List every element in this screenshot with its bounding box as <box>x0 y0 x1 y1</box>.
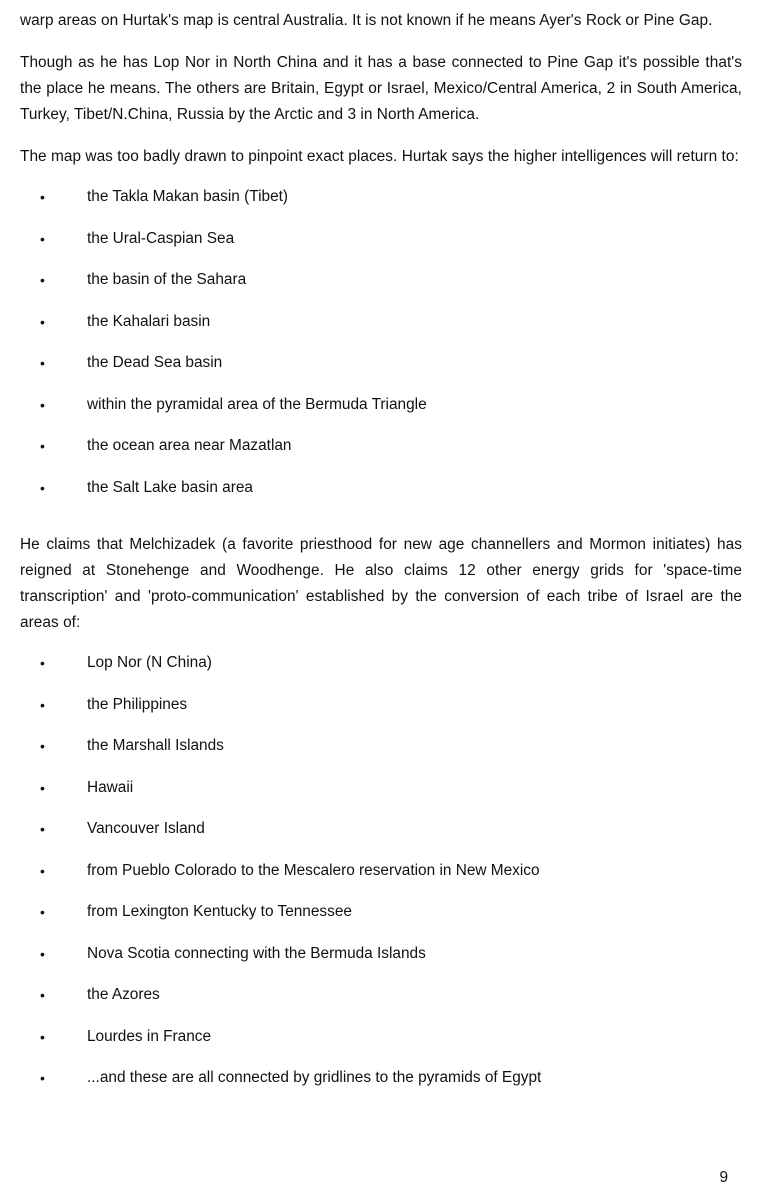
bullet-icon: • <box>40 655 45 671</box>
list-item <box>20 394 742 436</box>
list-item <box>20 435 742 477</box>
list-item-text: the Azores <box>87 986 160 1003</box>
document-page <box>20 8 742 1123</box>
bullet-icon: • <box>40 779 45 796</box>
bullet-icon: • <box>40 272 45 288</box>
paragraph-lop-nor: Though as he has Lop Nor in North China and it has a base connected to Pine Gap it's possible that's the place he means. The others are Britain, Egypt or Israel, Mexico/Central America, 2 in South America, Turkey, Tibet/N.China, Russia by the Arctic and 3 in North America. <box>20 54 742 123</box>
list-item <box>20 1067 742 1109</box>
list-item <box>20 984 742 1026</box>
list-item <box>20 352 742 394</box>
list-item-text: the Takla Makan basin (Tibet) <box>87 188 289 205</box>
list-item <box>20 694 742 736</box>
paragraph-warp-areas: warp areas on Hurtak's map is central Australia. It is not known if he means Ayer's Rock or Pine Gap. <box>20 12 713 29</box>
bullet-icon: • <box>40 862 45 879</box>
list-item <box>20 477 742 519</box>
bullet-icon: • <box>40 904 45 920</box>
bullet-icon: • <box>40 479 45 496</box>
bullet-icon: • <box>40 438 45 454</box>
bullet-icon: • <box>40 821 45 837</box>
list-item-text: Vancouver Island <box>87 820 205 837</box>
list-item-text: ...and these are all connected by gridlines to the pyramids of Egypt <box>87 1069 542 1086</box>
list-item <box>20 652 742 694</box>
list-item <box>20 311 742 353</box>
bullet-icon: • <box>40 738 45 754</box>
list-item <box>20 1026 742 1068</box>
list-item-text: within the pyramidal area of the Bermuda Triangle <box>87 395 427 413</box>
list-item <box>20 186 742 228</box>
list-item-text: the Philippines <box>87 695 188 713</box>
bullet-icon: • <box>40 189 45 205</box>
bullet-icon: • <box>40 696 45 713</box>
list-item-text: the Salt Lake basin area <box>87 478 253 496</box>
list-item <box>20 735 742 777</box>
list-item-text: from Pueblo Colorado to the Mescalero reservation in New Mexico <box>87 861 540 879</box>
bullet-icon: • <box>40 945 45 962</box>
bullet-icon: • <box>40 987 45 1003</box>
list-item-text: the basin of the Sahara <box>87 271 247 288</box>
bullet-icon: • <box>40 313 45 330</box>
bullet-icon: • <box>40 1070 45 1086</box>
bullet-icon: • <box>40 355 45 371</box>
list-item <box>20 901 742 943</box>
list-item <box>20 860 742 902</box>
list-item <box>20 228 742 270</box>
list-item <box>20 818 742 860</box>
bullet-icon: • <box>40 1028 45 1045</box>
energy-grids-list <box>20 652 742 1109</box>
paragraph-map-return: The map was too badly drawn to pinpoint exact places. Hurtak says the higher intelligences will return to: <box>20 148 739 165</box>
list-item <box>20 777 742 819</box>
list-item-text: the Ural-Caspian Sea <box>87 229 235 247</box>
list-item-text: Lourdes in France <box>87 1027 212 1045</box>
paragraph-melchizadek: He claims that Melchizadek (a favorite priesthood for new age channellers and Mormon initiates) has reigned at Stonehenge and Woodhenge. He also claims 12 other energy grids for 'space-time transcription' and 'proto-communication' established by the conversion of each tribe of Israel are the areas of: <box>20 536 742 631</box>
bullet-icon: • <box>40 230 45 247</box>
list-item-text: Nova Scotia connecting with the Bermuda Islands <box>87 944 426 962</box>
list-item-text: the Marshall Islands <box>87 737 224 754</box>
list-item-text: from Lexington Kentucky to Tennessee <box>87 903 352 920</box>
list-item-text: Hawaii <box>87 778 134 796</box>
list-item-text: Lop Nor (N China) <box>87 654 212 671</box>
page-number: 9 <box>719 1169 728 1186</box>
list-item-text: the Dead Sea basin <box>87 354 223 371</box>
list-item-text: the Kahalari basin <box>87 312 211 330</box>
bullet-icon: • <box>40 396 45 413</box>
list-item-text: the ocean area near Mazatlan <box>87 437 292 454</box>
return-locations-list <box>20 186 742 518</box>
list-item <box>20 269 742 311</box>
list-item <box>20 943 742 985</box>
